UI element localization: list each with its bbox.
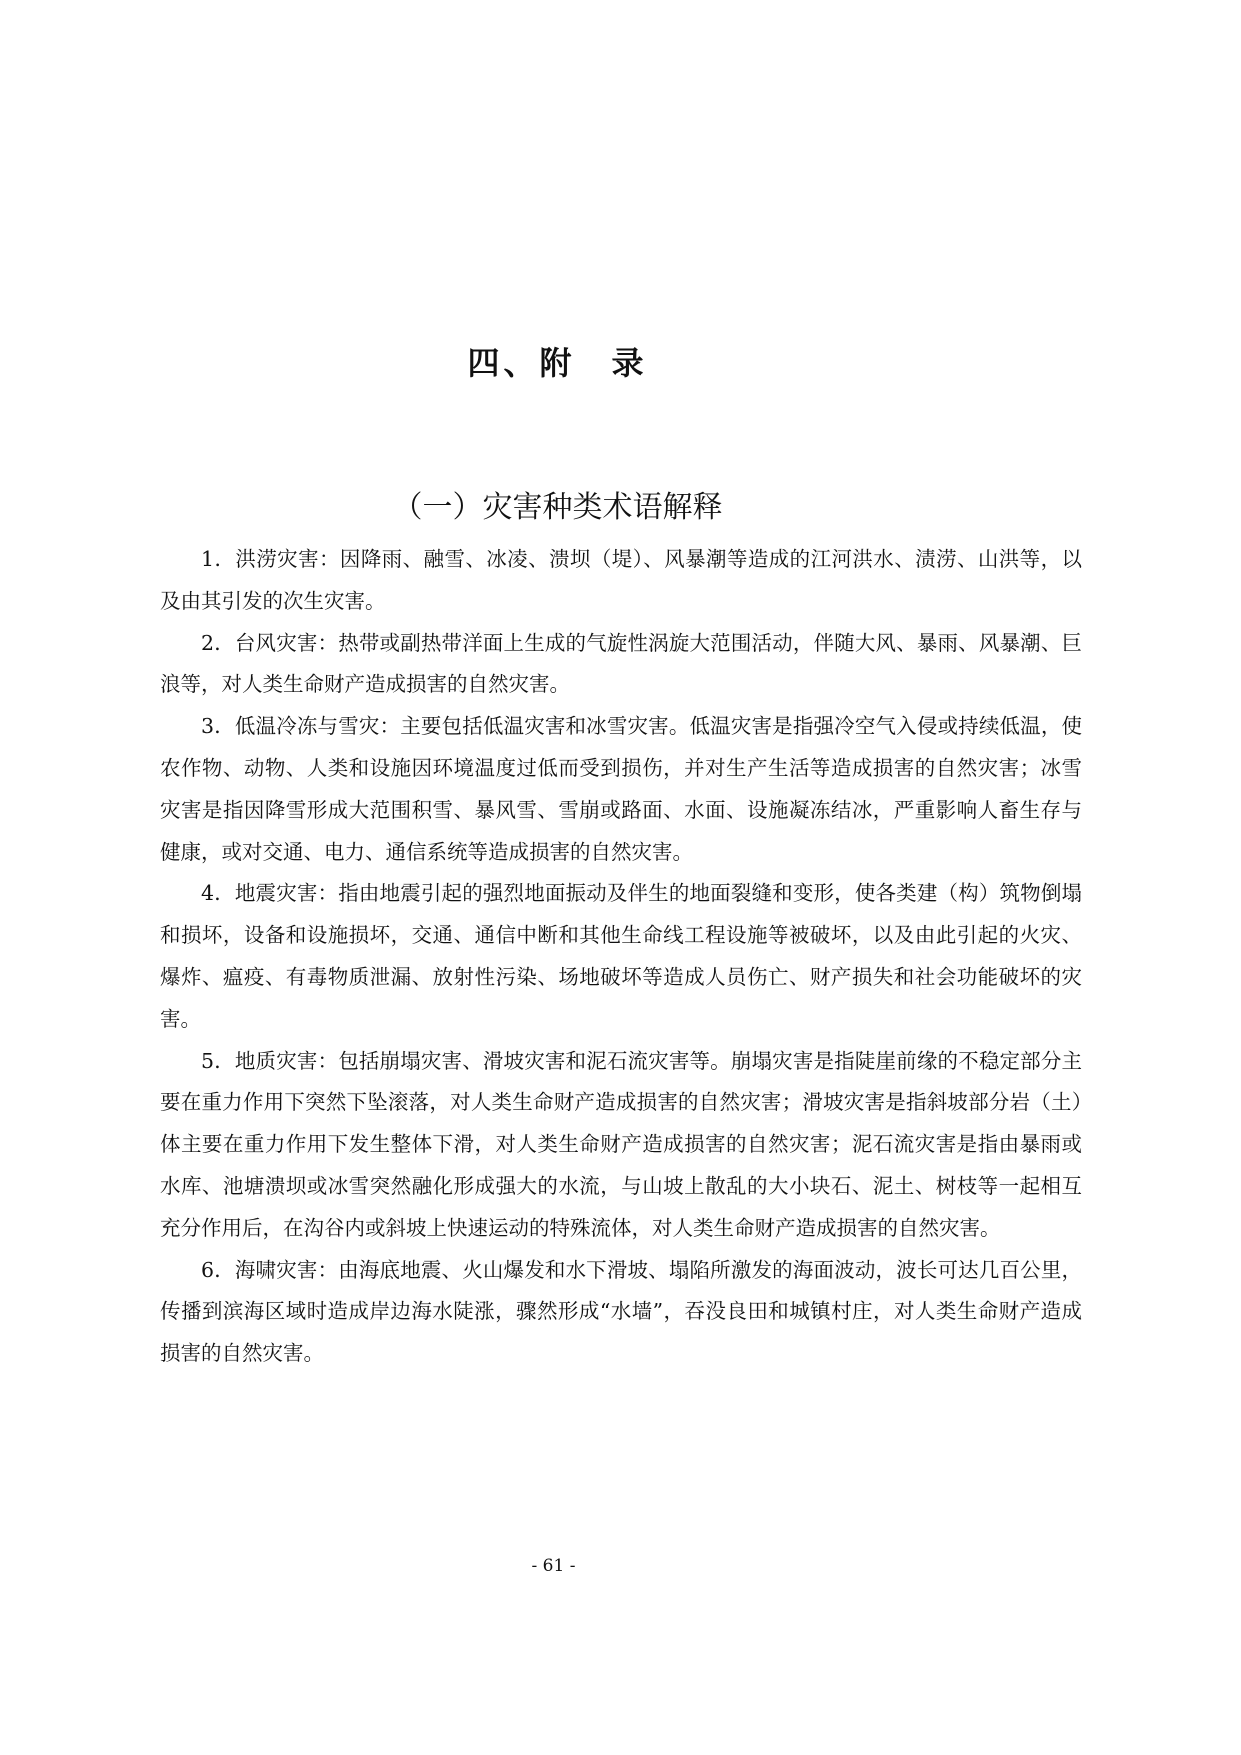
definition-paragraph-earthquake: 4．地震灾害：指由地震引起的强烈地面振动及伴生的地面裂缝和变形，使各类建（构）筑物倒塌和损坏，设备和设施损坏，交通、通信中断和其他生命线工程设施等被破坏，以及由此引起的火灾、爆炸、瘟疫、有毒物质泄漏、放射性污染、场地破坏等造成人员伤亡、财产损失和社会功能破坏的灾害。 (160, 881, 1082, 1031)
definition-paragraph-flood: 1．洪涝灾害：因降雨、融雪、冰凌、溃坝（堤）、风暴潮等造成的江河洪水、渍涝、山洪等，以及由其引发的次生灾害。 (160, 547, 1082, 613)
definitions-body (160, 539, 1082, 1375)
definition-paragraph-geological: 5．地质灾害：包括崩塌灾害、滑坡灾害和泥石流灾害等。崩塌灾害是指陡崖前缘的不稳定部分主要在重力作用下突然下坠滚落，对人类生命财产造成损害的自然灾害；滑坡灾害是指斜坡部分岩（土）体主要在重力作用下发生整体下滑，对人类生命财产造成损害的自然灾害；泥石流灾害是指由暴雨或水库、池塘溃坝或冰雪突然融化形成强大的水流，与山坡上散乱的大小块石、泥土、树枝等一起相互充分作用后，在沟谷内或斜坡上快速运动的特殊流体，对人类生命财产造成损害的自然灾害。 (160, 1048, 1082, 1240)
definition-paragraph-tsunami: 6．海啸灾害：由海底地震、火山爆发和水下滑坡、塌陷所激发的海面波动，波长可达几百公里，传播到滨海区域时造成岸边海水陡涨，骤然形成“水墙”，吞没良田和城镇村庄，对人类生命财产造成损害的自然灾害。 (160, 1257, 1082, 1366)
definition-paragraph-typhoon: 2．台风灾害：热带或副热带洋面上生成的气旋性涡旋大范围活动，伴随大风、暴雨、风暴潮、巨浪等，对人类生命财产造成损害的自然灾害。 (160, 630, 1082, 697)
subsection-heading: （一）灾害种类术语解释 (392, 490, 723, 525)
section-heading: 四、附 录 (467, 344, 648, 382)
page-number: - 61 - (531, 1556, 576, 1576)
definition-paragraph-cold-snow: 3．低温冷冻与雪灾：主要包括低温灾害和冰雪灾害。低温灾害是指强冷空气入侵或持续低温，使农作物、动物、人类和设施因环境温度过低而受到损伤，并对生产生活等造成损害的自然灾害；冰雪灾害是指因降雪形成大范围积雪、暴风雪、雪崩或路面、水面、设施凝冻结冰，严重影响人畜生存与健康，或对交通、电力、通信系统等造成损害的自然灾害。 (160, 714, 1082, 864)
